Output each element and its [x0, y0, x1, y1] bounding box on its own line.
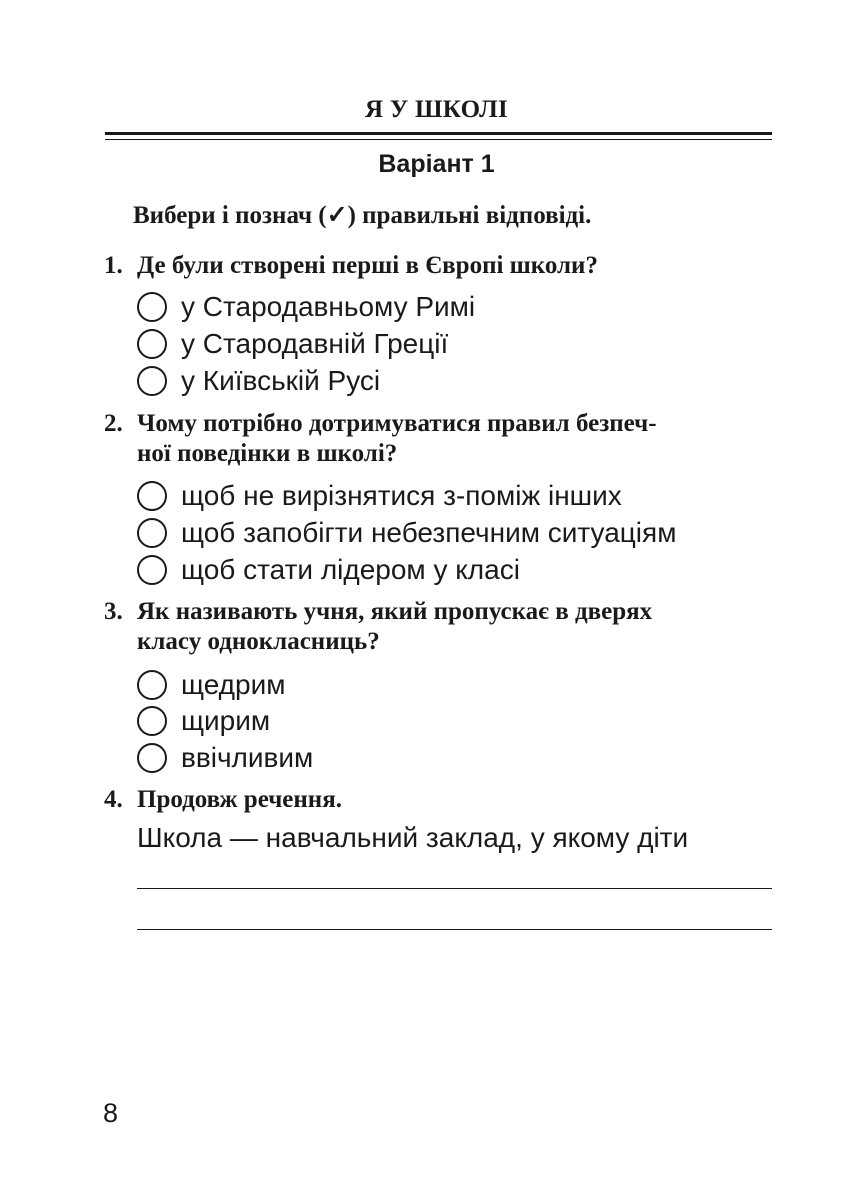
answer-line-1[interactable]: [137, 888, 772, 889]
option-label: щирим: [181, 705, 271, 736]
answer-circle[interactable]: [137, 743, 167, 773]
q3-option-1[interactable]: [137, 668, 285, 702]
question-2-text-line-1: Чому потрібно дотримуватися правил безпеч-: [137, 410, 657, 437]
question-3-text-line-2: класу однокласниць?: [137, 628, 380, 655]
q2-option-3[interactable]: [137, 553, 520, 587]
q1-option-3[interactable]: [137, 364, 380, 398]
option-label: у Стародавній Греції: [181, 328, 449, 359]
q3-option-3[interactable]: [137, 741, 313, 775]
page-number: 8: [103, 1098, 119, 1128]
answer-circle[interactable]: [137, 292, 167, 322]
answer-circle[interactable]: [137, 670, 167, 700]
question-1-text: Де були створені перші в Європі школи?: [137, 252, 598, 279]
header-rule-thin: [105, 139, 772, 140]
answer-circle[interactable]: [137, 555, 167, 585]
option-label: у Стародавньому Римі: [181, 291, 476, 322]
q1-option-2[interactable]: [137, 327, 448, 361]
answer-circle[interactable]: [137, 518, 167, 548]
option-label: щедрим: [181, 669, 286, 700]
question-4-number: 4.: [104, 786, 123, 813]
header-rule-thick: [105, 132, 772, 135]
q3-option-2[interactable]: [137, 704, 270, 738]
option-label: щоб стати лідером у класі: [181, 554, 520, 585]
answer-circle[interactable]: [137, 706, 167, 736]
answer-line-2[interactable]: [137, 929, 772, 930]
answer-circle[interactable]: [137, 366, 167, 396]
q1-option-1[interactable]: [137, 290, 475, 324]
question-3-text-line-1: Як називають учня, який пропускає в дверях: [137, 598, 653, 625]
question-2-number: 2.: [104, 410, 123, 437]
question-1-number: 1.: [104, 252, 123, 279]
answer-circle[interactable]: [137, 481, 167, 511]
instruction-text: Вибери і познач (✓) правильні відповіді.: [133, 202, 592, 229]
sentence-to-complete: Школа — навчальний заклад, у якому діти: [137, 822, 689, 853]
question-2-text-line-2: ної поведінки в школі?: [137, 440, 398, 467]
option-label: у Київській Русі: [181, 365, 381, 396]
q2-option-2[interactable]: [137, 516, 676, 550]
variant-title: Варіант 1: [378, 150, 495, 178]
answer-circle[interactable]: [137, 329, 167, 359]
section-title: Я У ШКОЛІ: [364, 96, 509, 123]
q2-option-1[interactable]: [137, 479, 622, 513]
question-4-text: Продовж речення.: [137, 786, 342, 813]
option-label: щоб запобігти небезпечним ситуаціям: [181, 517, 677, 548]
option-label: ввічливим: [181, 742, 314, 773]
option-label: щоб не вирізнятися з-поміж інших: [181, 480, 622, 511]
question-3-number: 3.: [104, 598, 123, 625]
